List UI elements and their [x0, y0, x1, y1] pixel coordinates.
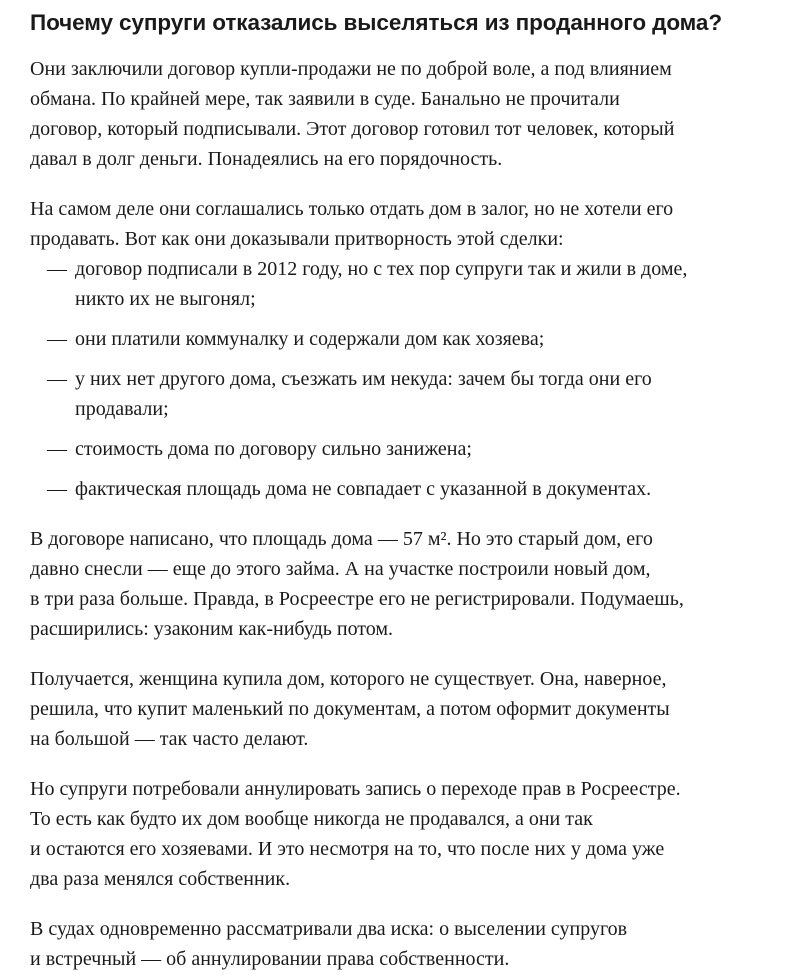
text-line: они платили коммуналку и содержали дом как хозяева;: [75, 328, 545, 350]
dash-marker: —: [47, 438, 67, 460]
text-line: договор подписали в 2012 году, но с тех пор супруги так и жили в доме,: [75, 258, 688, 280]
text-line: В судах одновременно рассматривали два иска: о выселении супругов: [30, 918, 628, 940]
text-line: То есть как будто их дом вообще никогда не продавался, а они так: [30, 808, 593, 830]
paragraph-pledge-intent: [30, 194, 769, 254]
text-line: решила, что купит маленький по документам, а потом оформит документы: [30, 698, 670, 720]
text-line: Они заключили договор купли-продажи не по доброй воле, а под влиянием: [30, 58, 672, 80]
article-heading: Почему супруги отказались выселяться из проданного дома?: [30, 10, 722, 35]
text-line: обмана. По крайней мере, так заявили в суде. Банально не прочитали: [30, 88, 620, 110]
text-line: никто их не выгонял;: [75, 288, 256, 310]
text-line: На самом деле они соглашались только отдать дом в залог, но не хотели его: [30, 198, 674, 220]
list-item: [30, 474, 769, 504]
dash-marker: —: [47, 258, 67, 280]
text-line: и остаются его хозяевами. И это несмотря на то, что после них у дома уже: [30, 838, 665, 860]
text-line: Но супруги потребовали аннулировать запись о переходе прав в Росреестре.: [30, 778, 681, 800]
paragraph-house-area: [30, 524, 769, 644]
text-line: у них нет другого дома, съезжать им некуда: зачем бы тогда они его: [75, 368, 652, 390]
paragraph-two-lawsuits: [30, 914, 769, 974]
dash-marker: —: [47, 368, 67, 390]
text-line: два раза менялся собственник.: [30, 868, 291, 890]
text-line: продавать. Вот как они доказывали притворность этой сделки:: [30, 228, 564, 250]
text-line: договор, который подписывали. Этот договор готовил тот человек, который: [30, 118, 675, 140]
dash-marker: —: [47, 328, 67, 350]
list-item: [30, 434, 769, 464]
text-line: стоимость дома по договору сильно занижена;: [75, 438, 472, 460]
text-line: Получается, женщина купила дом, которого не существует. Она, наверное,: [30, 668, 667, 690]
text-line: давал в долг деньги. Понадеялись на его порядочность.: [30, 148, 503, 170]
text-line: фактическая площадь дома не совпадает с указанной в документах.: [75, 478, 652, 500]
paragraph-annul-record: [30, 774, 769, 894]
evidence-list: [30, 254, 769, 504]
text-line: в три раза больше. Правда, в Росреестре его не регистрировали. Подумаешь,: [30, 588, 684, 610]
text-line: В договоре написано, что площадь дома — 57 м². Но это старый дом, его: [30, 528, 653, 550]
text-line: на большой — так часто делают.: [30, 728, 309, 750]
text-line: и встречный — об аннулировании права собственности.: [30, 948, 510, 970]
text-line: продавали;: [75, 398, 169, 420]
dash-marker: —: [47, 478, 67, 500]
list-item: [30, 254, 769, 314]
list-item: [30, 324, 769, 354]
text-line: расширились: узаконим как-нибудь потом.: [30, 618, 394, 640]
paragraph-nonexistent-house: [30, 664, 769, 754]
list-item: [30, 364, 769, 424]
paragraph-contract-deception: [30, 54, 769, 174]
text-line: давно снесли — еще до этого займа. А на участке построили новый дом,: [30, 558, 651, 580]
